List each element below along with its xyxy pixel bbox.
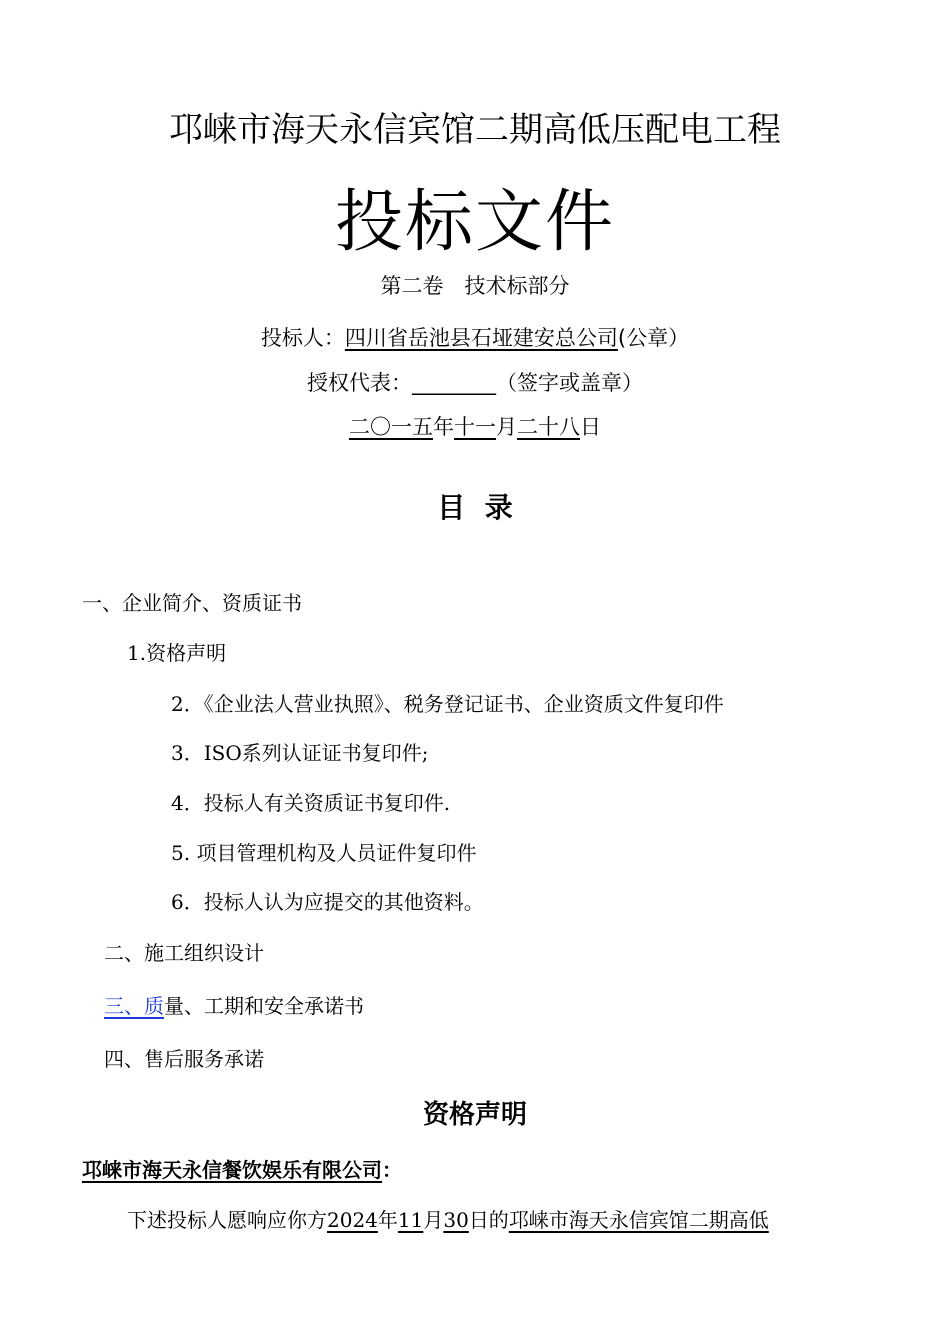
toc-section-3-link[interactable]: 三、质 [104,994,164,1018]
representative-label: 授权代表： [307,371,412,395]
representative-line [0,367,950,397]
toc-item-5: 5. 项目管理机构及人员证件复印件 [171,841,477,865]
toc-section-3-text: 量、工期和安全承诺书 [164,994,364,1018]
toc-section-1: 一、企业简介、资质证书 [82,591,302,615]
body-intro: 下述投标人愿响应你方 [127,1208,327,1232]
representative-blank: ________ [412,371,496,395]
date-day: 二十八 [517,415,580,439]
body-day-unit: 日的 [468,1208,509,1232]
body-year-unit: 年 [377,1208,398,1232]
toc-title: 目 录 [437,491,513,524]
body-year: 2024 [327,1208,378,1232]
body-day: 30 [443,1208,469,1232]
volume-label: 第二卷 技术标部分 [380,274,570,298]
date-month: 十一 [454,415,496,439]
bidder-seal-note: (公章） [617,326,690,350]
declaration-title: 资格声明 [422,1100,527,1130]
body-month: 11 [397,1208,424,1232]
cover-date [0,411,950,441]
toc-section-2: 二、施工组织设计 [104,941,264,965]
document-title: 投标文件 [334,183,615,262]
date-month-unit: 月 [496,415,517,439]
date-year: 二〇一五 [349,415,433,439]
toc-section-4: 四、售后服务承诺 [104,1047,264,1071]
representative-sign-note: （签字或盖章） [496,371,643,395]
toc-item-6: 6．投标人认为应提交的其他资料。 [171,890,484,914]
addressee-colon: ： [382,1158,402,1182]
bidder-line [0,322,950,352]
declaration-addressee [82,1154,402,1183]
date-day-unit: 日 [580,415,601,439]
toc-section-3 [104,990,364,1019]
body-project-ref: 邛崃市海天永信宾馆二期高低 [508,1208,769,1232]
bidder-label: 投标人： [260,326,345,350]
date-year-unit: 年 [433,415,454,439]
body-month-unit: 月 [423,1208,444,1232]
toc-item-4: 4．投标人有关资质证书复印件. [171,791,451,815]
addressee-name: 邛崃市海天永信餐饮娱乐有限公司 [82,1158,382,1182]
bidder-name: 四川省岳池县石垭建安总公司 [344,326,618,350]
toc-item-2: 2．《企业法人营业执照》、税务登记证书、企业资质文件复印件 [171,692,724,716]
toc-item-1: 1.资格声明 [127,641,227,665]
declaration-body-line [127,1204,769,1233]
toc-item-3: 3．ISO系列认证证书复印件; [171,741,429,765]
project-title: 邛崃市海天永信宾馆二期高低压配电工程 [169,110,781,150]
